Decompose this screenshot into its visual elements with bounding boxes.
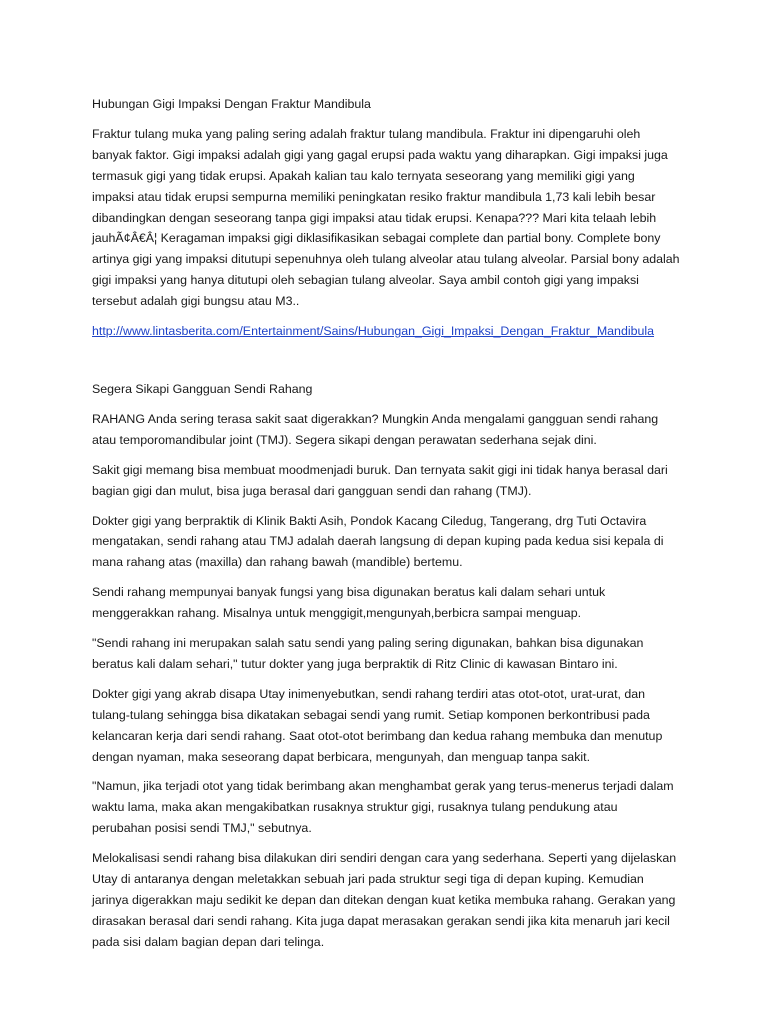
paragraph: Sendi rahang mempunyai banyak fungsi yang bisa digunakan beratus kali dalam sehari untuk menggerakkan rahang. Misalnya untuk menggigit,mengunyah,berbicra sampai menguap. <box>92 585 606 621</box>
section-spacer <box>92 351 680 379</box>
paragraph: Dokter gigi yang berpraktik di Klinik Bakti Asih, Pondok Kacang Ciledug, Tangerang, drg Tuti Octavira mengatakan, sendi rahang atau TMJ adalah daerah langsung di depan kuping pada kedua sisi kepala di mana rahang atas (maxilla) dan rahang bawah (mandible) bertemu. <box>92 513 664 570</box>
paragraph: RAHANG Anda sering terasa sakit saat digerakkan? Mungkin Anda mengalami gangguan sendi rahang atau temporomandibular joint (TMJ). Segera sikapi dengan perawatan sederhana sejak dini. <box>92 411 659 447</box>
article-title: Hubungan Gigi Impaksi Dengan Fraktur Mandibula <box>92 97 371 111</box>
paragraph: Melokalisasi sendi rahang bisa dilakukan diri sendiri dengan cara yang sederhana. Seperti yang dijelaskan Utay di antaranya dengan meletakkan sebuah jari pada struktur segi tiga di depan kuping. Kemudian jarinya digerakkan maju sedikit ke depan dan ditekan dengan kuat ketika membuka rahang. Gerakan yang dirasakan berasal dari sendi rahang. Kita juga dapat merasakan gerakan sendi jika kita menaruh jari kecil pada sisi dalam bagian depan dari telinga. <box>92 851 677 949</box>
document-page <box>92 94 680 962</box>
article-title: Segera Sikapi Gangguan Sendi Rahang <box>92 381 313 396</box>
article-jaw-joint <box>92 379 680 953</box>
article-body: Fraktur tulang muka yang paling sering adalah fraktur tulang mandibula. Fraktur ini dipengaruhi oleh banyak faktor. Gigi impaksi adalah gigi yang gagal erupsi pada waktu yang diharapkan. Gigi impaksi juga termasuk gigi yang tidak erupsi. Apakah kalian tau kalo ternyata seseorang yang memiliki gigi yang impaksi atau tidak erupsi sempurna memiliki peningkatan resiko fraktur mandibula 1,73 kali lebih besar dibandingkan dengan seseorang tanpa gigi impaksi atau tidak erupsi. Kenapa??? Mari kita telaah lebih jauhÃ¢Â€Â¦ Keragaman impaksi gigi diklasifikasikan sebagai complete dan partial bony. Complete bony artinya gigi yang impaksi ditutupi sepenuhnya oleh tulang alveolar atau tulang alveolar. Parsial bony adalah gigi impaksi yang hanya ditutupi oleh sebagian tulang alveolar. Saya ambil contoh gigi yang impaksi tersebut adalah gigi bungsu atau M3.. <box>92 126 680 309</box>
paragraph: "Namun, jika terjadi otot yang tidak berimbang akan menghambat gerak yang terus-menerus terjadi dalam waktu lama, maka akan mengakibatkan rusaknya struktur gigi, rusaknya tulang pendukung atau perubahan posisi sendi TMJ," sebutnya. <box>92 779 674 836</box>
article-impacted-teeth <box>92 94 680 342</box>
source-link[interactable]: http://www.lintasberita.com/Entertainment/Sains/Hubungan_Gigi_Impaksi_Dengan_Fraktur_Mandibula <box>92 324 655 339</box>
paragraph: "Sendi rahang ini merupakan salah satu sendi yang paling sering digunakan, bahkan bisa digunakan beratus kali dalam sehari," tutur dokter yang juga berpraktik di Ritz Clinic di kawasan Bintaro ini. <box>92 636 644 671</box>
paragraph: Dokter gigi yang akrab disapa Utay inimenyebutkan, sendi rahang terdiri atas otot-otot, urat-urat, dan tulang-tulang sehingga bisa dikatakan sebagai sendi yang rumit. Setiap komponen berkontribusi pada kelancaran kerja dari sendi rahang. Saat otot-otot berimbang dan kedua rahang membuka dan menutup dengan nyaman, maka seseorang dapat berbicara, mengunyah, dan menguap tanpa sakit. <box>92 686 663 764</box>
paragraph: Sakit gigi memang bisa membuat moodmenjadi buruk. Dan ternyata sakit gigi ini tidak hanya berasal dari bagian gigi dan mulut, bisa juga berasal dari gangguan sendi dan rahang (TMJ). <box>92 462 668 498</box>
